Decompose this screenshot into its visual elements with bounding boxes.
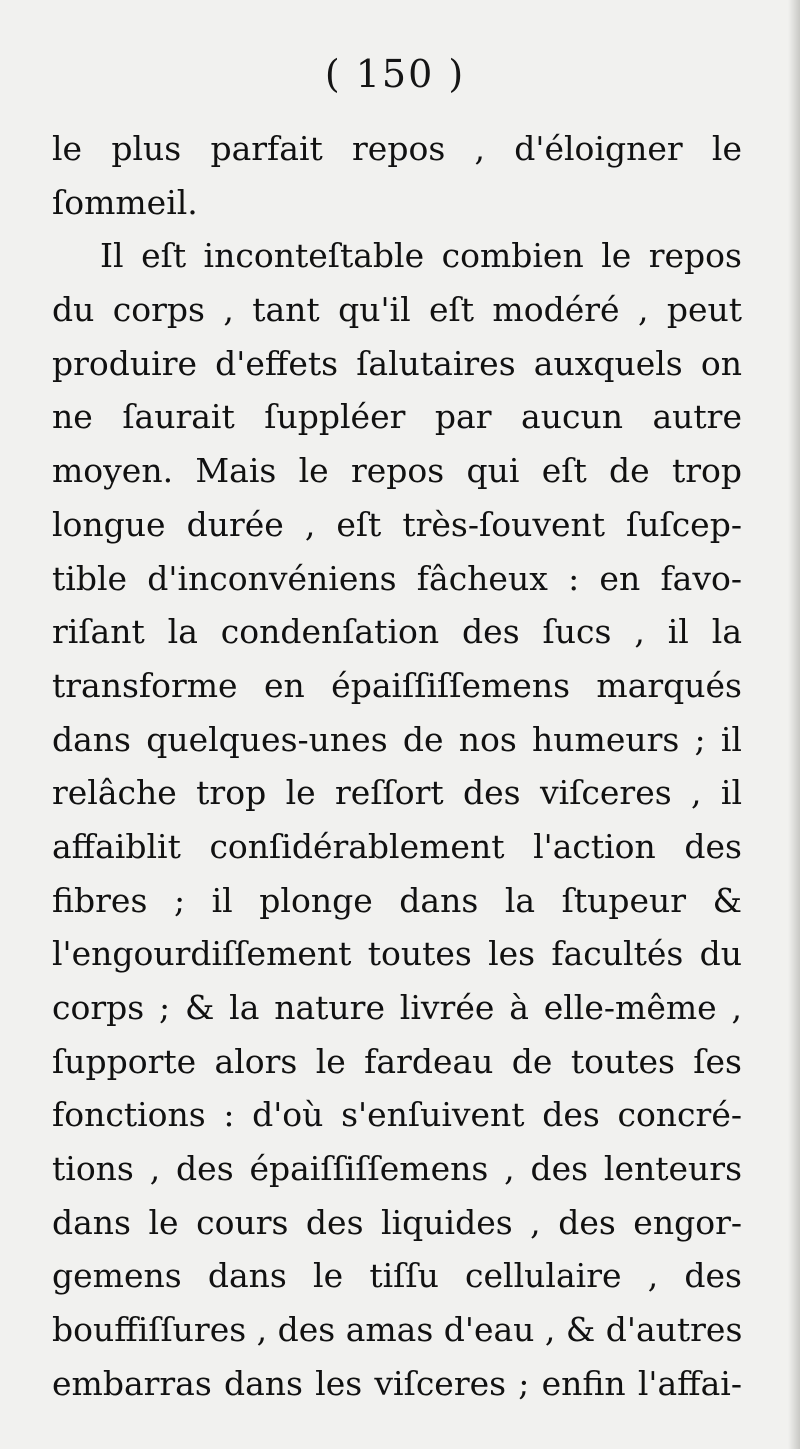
text-line: dans quelques-unes de nos humeurs ; il [52,719,742,759]
page-edge-shadow [788,0,800,1449]
text-line: moyen. Mais le repos qui eſt de trop [52,451,742,491]
text-line: produire d'effets ſalutaires auxquels on [52,343,742,383]
text-line: du corps , tant qu'il eſt modéré , peut [52,290,742,330]
text-line: tible d'inconvéniens fâcheux : en favo- [52,558,742,598]
text-line: ne ſaurait ſuppléer par aucun autre [52,397,742,437]
text-line: bouffiſſures , des amas d'eau , & d'autres [52,1310,742,1350]
text-line: l'engourdiſſement toutes les facultés du [52,934,742,974]
text-line: relâche trop le reſſort des viſceres , il [52,773,742,813]
text-line: riſant la condenſation des ſucs , il la [52,612,742,652]
text-line: affaiblit conſidérablement l'action des [52,826,742,866]
page-number: ( 150 ) [324,52,466,96]
text-line: Il eſt inconteſtable combien le repos [100,236,742,276]
text-line: tions , des épaiſſiſſemens , des lenteurs [52,1149,742,1189]
text-line: corps ; & la nature livrée à elle-même , [52,988,742,1027]
text-line: transforme en épaiſſiſſemens marqués [52,665,742,705]
body-text [52,122,742,1411]
text-line: embarras dans les viſceres ; enfin l'affai- [52,1363,742,1403]
text-line: ſommeil. [52,182,198,222]
text-line: longue durée , eſt très-ſouvent ſuſcep- [52,504,742,544]
text-line: ſupporte alors le fardeau de toutes ſes [52,1041,742,1081]
text-line: gemens dans le tiſſu cellulaire , des [52,1256,742,1296]
text-line: dans le cours des liquides , des engor- [52,1202,742,1242]
text-line: fonctions : d'où s'enſuivent des concré- [52,1095,742,1135]
text-line: le plus parfait repos , d'éloigner le [52,129,742,168]
text-line: fibres ; il plonge dans la ſtupeur & [52,880,742,920]
